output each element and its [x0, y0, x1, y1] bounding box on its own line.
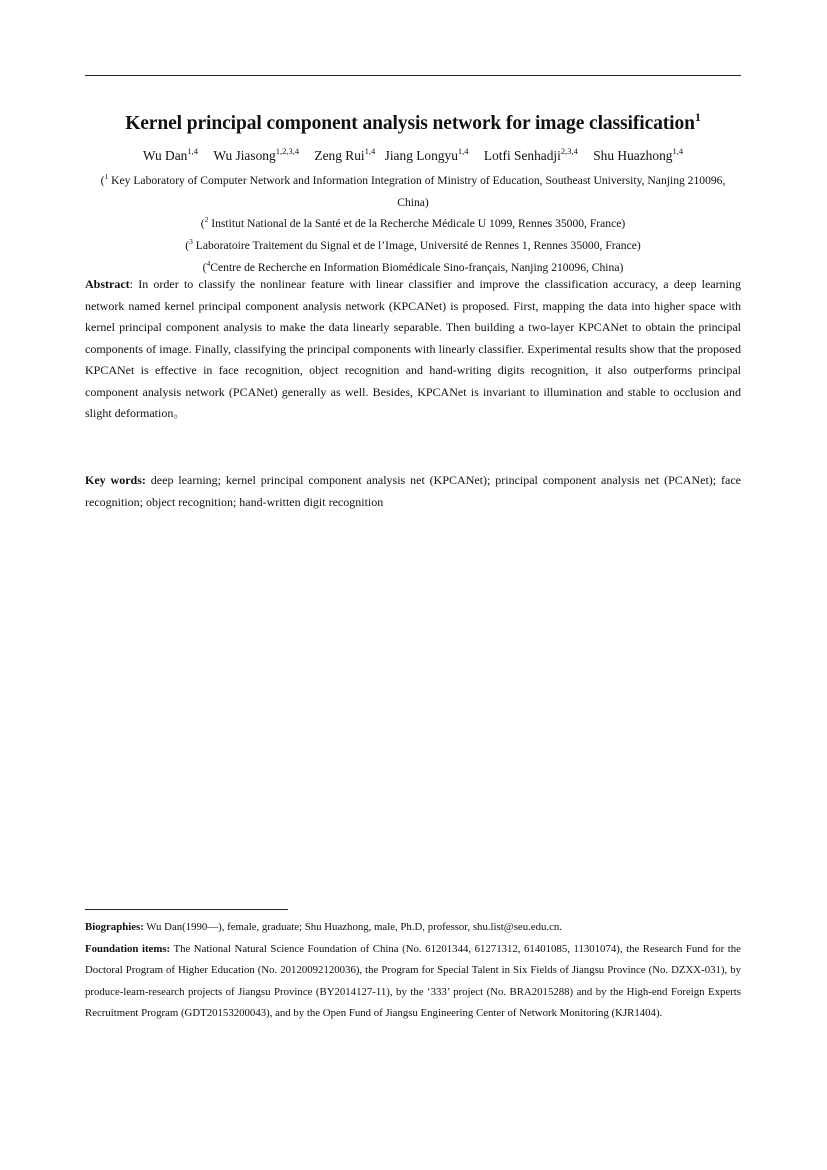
affiliation-text: Laboratoire Traitement du Signal et de l’Image, Université de Rennes 1, Rennes 35000, France): [192, 239, 641, 252]
footnotes: [85, 917, 741, 1025]
author-name: Wu Jiasong: [213, 148, 276, 163]
affiliation-paren: (: [185, 239, 190, 252]
author-name: Lotfi Senhadji: [483, 148, 561, 163]
biographies-text: Wu Dan(1990—), female, graduate; Shu Huazhong, male, Ph.D, professor, shu.list@seu.edu.cn.: [143, 921, 562, 933]
affiliation-mark: 3: [189, 237, 193, 246]
title-text: Kernel principal component analysis network for image classification: [125, 113, 695, 134]
affiliation-mark: 1: [104, 172, 109, 181]
author-affiliation-mark: 1,4: [364, 146, 376, 156]
keywords: [85, 470, 741, 513]
affiliation-paren: (: [200, 217, 205, 230]
author: [484, 148, 578, 163]
affiliation-text: Key Laboratory of Computer Network and Information Integration of Ministry of Education, Southeast University, Nanjing 210096, China): [108, 174, 726, 209]
abstract-text: : In order to classify the nonlinear feature with linear classifier and improve the classification accuracy, a deep learning network named kernel principal component analysis network (KPCANet) is proposed. First, mapping the data into higher space with kernel principal component analysis to make the data linearly separable. Then building a two-layer KPCANet to obtain the principal components of image. Finally, classifying the principal components with linearly classifier. Experimental results show that the proposed KPCANet is effective in face recognition, object recognition and hand-writing digits recognition, it also outperforms principal component analysis network (PCANet) generally as well. Besides, KPCANet is invariant to illumination and stable to occlusion and slight deformation。: [85, 277, 741, 420]
affiliation-text: Centre de Recherche en Information Biomédicale Sino-français, Nanjing 210096, China): [210, 261, 624, 274]
biographies-note: [85, 917, 741, 939]
abstract-label: Abstract: [85, 277, 130, 291]
author-affiliation-mark: 1,4: [457, 146, 469, 156]
author-name: Zeng Rui: [314, 148, 365, 163]
author: [314, 148, 375, 163]
abstract: [85, 274, 741, 425]
author-name: Jiang Longyu: [384, 148, 458, 163]
keywords-text: deep learning; kernel principal component analysis net (KPCANet); principal component analysis net (PCANet); face recognition; object recognition; hand-written digit recognition: [85, 473, 742, 509]
affiliation-paren: (: [202, 261, 207, 274]
biographies-label: Biographies:: [85, 921, 144, 933]
author: [143, 148, 198, 163]
paper-title: [85, 110, 741, 135]
author: [213, 148, 299, 163]
footnote-rule: [85, 909, 288, 910]
affiliation-mark: 4: [206, 259, 211, 268]
author-name: Shu Huazhong: [593, 148, 673, 163]
author-list: [85, 146, 741, 164]
keywords-label: Key words:: [85, 473, 146, 487]
author-affiliation-mark: 2,3,4: [560, 146, 578, 156]
header-rule: [85, 75, 741, 76]
author-affiliation-mark: 1,2,3,4: [275, 146, 300, 156]
title-footnote-mark: 1: [694, 110, 701, 124]
author-name: Wu Dan: [142, 148, 188, 163]
author: [385, 148, 469, 163]
author: [593, 148, 683, 163]
foundation-note: [85, 939, 741, 1025]
affiliation-text: Institut National de la Santé et de la Recherche Médicale U 1099, Rennes 35000, France): [208, 217, 626, 230]
affiliation-paren: (: [100, 174, 105, 187]
foundation-text: The National Natural Science Foundation of China (No. 61201344, 61271312, 61401085, 11301074), the Research Fund for the Doctoral Program of Higher Education (No. 20120092120036), the Program for Special Talent in Six Fields of Jiangsu Province (No. DZXX-031), by produce-learn-research projects of Jiangsu Province (BY2014127-11), by the ‘333’ project (No. BRA2015288) and by the High-end Foreign Experts Recruitment Program (GDT20153200043), and by the Open Fund of Jiangsu Engineering Center of Network Monitoring (KJR1404).: [85, 942, 741, 1019]
affiliation-1: [85, 166, 741, 213]
author-affiliation-mark: 1,4: [672, 146, 684, 156]
foundation-label: Foundation items:: [85, 942, 171, 955]
affiliation-mark: 2: [204, 215, 209, 224]
author-affiliation-mark: 1,4: [187, 146, 198, 156]
